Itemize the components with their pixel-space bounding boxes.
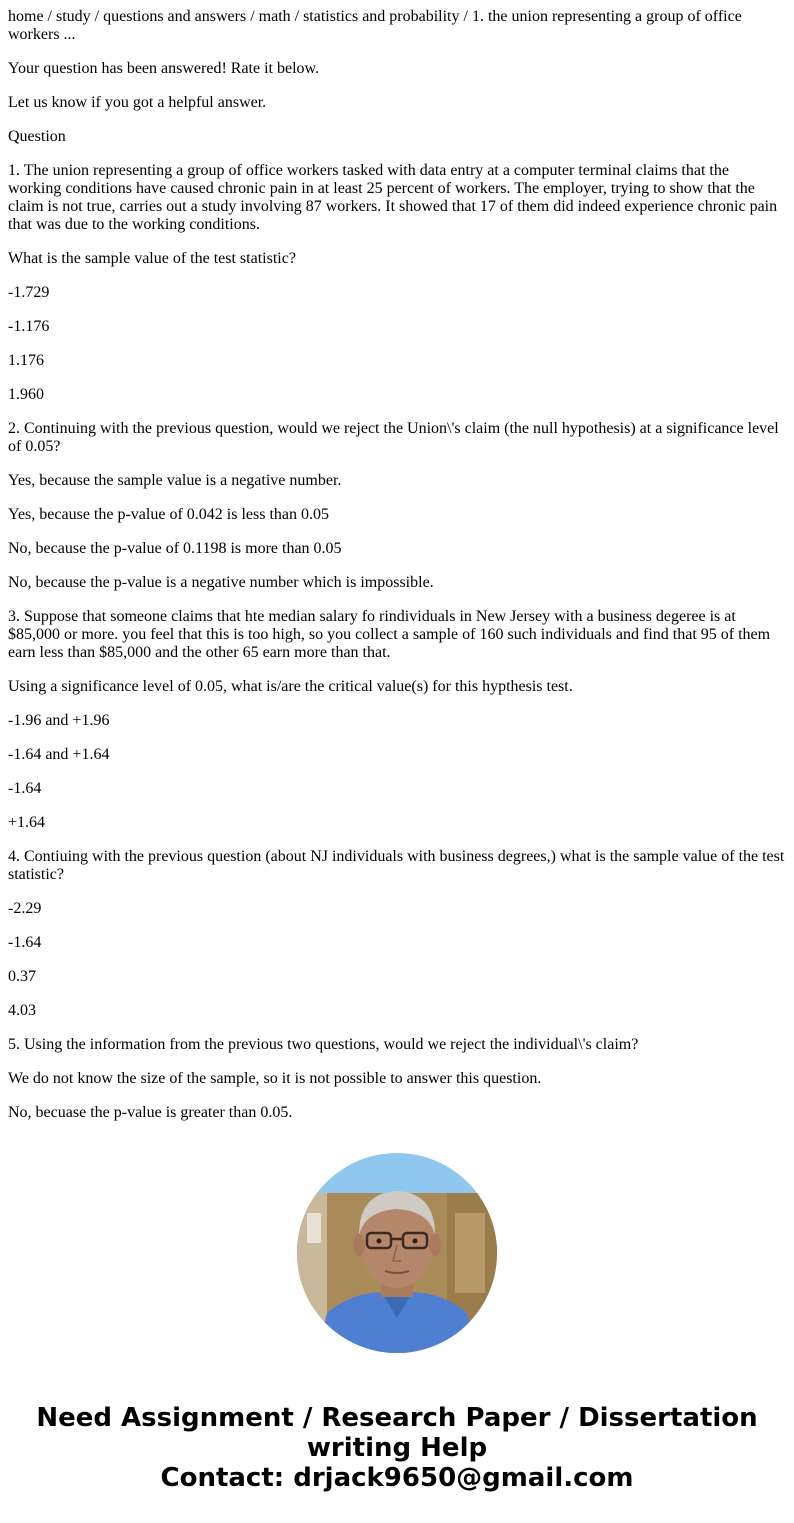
question-1-option: 1.176 [8, 352, 44, 369]
question-2-option: Yes, because the p-value of 0.042 is less than 0.05 [8, 506, 329, 523]
question-2-option: No, because the p-value is a negative number which is impossible. [8, 574, 434, 591]
page-content [8, 8, 786, 1138]
question-1-option: -1.729 [8, 284, 50, 301]
question-4-option: 0.37 [8, 968, 36, 985]
tutor-photo [297, 1153, 497, 1353]
helpful-prompt: Let us know if you got a helpful answer. [8, 94, 267, 111]
question-3-option: -1.64 [8, 780, 42, 797]
tutor-avatar [297, 1153, 497, 1353]
question-2-option: Yes, because the sample value is a negative number. [8, 472, 342, 489]
question-5-option: No, becuase the p-value is greater than 0.05. [8, 1104, 293, 1121]
question-5-text: 5. Using the information from the previous two questions, would we reject the individual\'s claim? [8, 1036, 639, 1053]
banner-line-1: Need Assignment / Research Paper / Dissertation [36, 1403, 758, 1433]
question-4-text: 4. Contiuing with the previous question (about NJ individuals with business degrees,) what is the sample value of the test statistic? [8, 848, 785, 883]
banner-contact-email: Contact: drjack9650@gmail.com [160, 1463, 634, 1493]
question-2-option: No, because the p-value of 0.1198 is more than 0.05 [8, 540, 342, 557]
question-4-option: -1.64 [8, 934, 42, 951]
question-3-option: -1.64 and +1.64 [8, 746, 110, 763]
question-3-prompt: Using a significance level of 0.05, what is/are the critical value(s) for this hypthesis test. [8, 678, 573, 695]
answered-status: Your question has been answered! Rate it below. [8, 60, 320, 77]
question-1-prompt: What is the sample value of the test statistic? [8, 250, 296, 267]
question-3-option: +1.64 [8, 814, 46, 831]
question-2-text: 2. Continuing with the previous question, would we reject the Union\'s claim (the null hypothesis) at a significance level of 0.05? [8, 420, 779, 455]
question-3-text: 3. Suppose that someone claims that hte median salary fo rindividuals in New Jersey with a business degeree is at $85,000 or more. you feel that this is too high, so you collect a sample of 160 such individuals and find that 95 of them earn less than $85,000 and the other 65 earn more than that. [8, 608, 771, 661]
contact-banner [0, 1403, 794, 1493]
breadcrumb: home / study / questions and answers / math / statistics and probability / 1. the union representing a group of office workers ... [8, 8, 742, 43]
question-heading: Question [8, 128, 66, 145]
question-1-text: 1. The union representing a group of office workers tasked with data entry at a computer terminal claims that the working conditions have caused chronic pain in at least 25 percent of workers. The employer, trying to show that the claim is not true, carries out a study involving 87 workers. It showed that 17 of them did indeed experience chronic pain that was due to the working conditions. [8, 162, 778, 233]
question-5-option: We do not know the size of the sample, so it is not possible to answer this question. [8, 1070, 542, 1087]
question-1-option: 1.960 [8, 386, 44, 403]
question-3-option: -1.96 and +1.96 [8, 712, 110, 729]
question-1-option: -1.176 [8, 318, 50, 335]
question-4-option: 4.03 [8, 1002, 36, 1019]
question-4-option: -2.29 [8, 900, 42, 917]
banner-line-2: writing Help [306, 1433, 488, 1463]
